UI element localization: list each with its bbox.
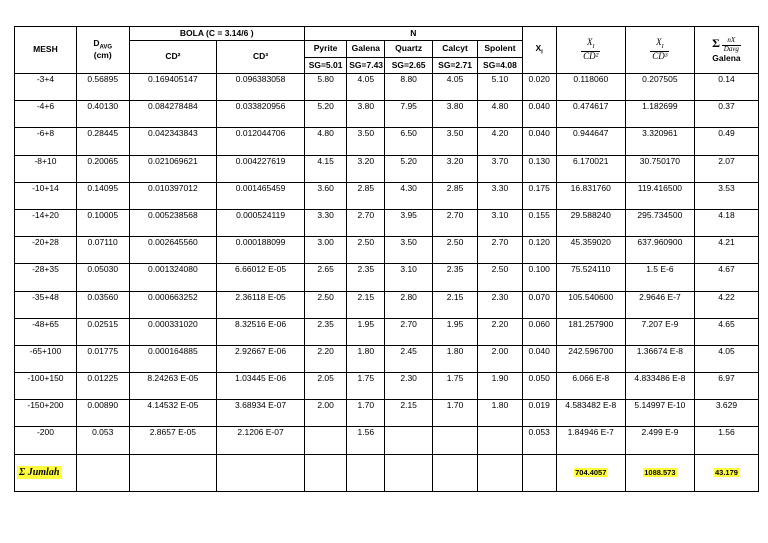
cell-mesh: -20+28 <box>15 237 77 264</box>
cell-xi: 0.040 <box>522 128 556 155</box>
cell-quartz: 6.50 <box>385 128 432 155</box>
cell-quartz: 3.50 <box>385 237 432 264</box>
cell-calcyt <box>432 427 477 454</box>
cell-xi: 0.060 <box>522 318 556 345</box>
total-row <box>15 454 759 491</box>
cell-spolent: 4.80 <box>478 101 522 128</box>
mineral-header-pyrite: Pyrite <box>304 41 346 58</box>
cell-spolent: 2.20 <box>478 318 522 345</box>
n-header: N <box>304 27 522 41</box>
cell-galena: 2.15 <box>347 291 385 318</box>
cell-davg: 0.28445 <box>76 128 129 155</box>
cell-cd3: 6.66012 E-05 <box>217 264 305 291</box>
cell-mesh: -14+20 <box>15 209 77 236</box>
cell-xi-cd2: 16.831760 <box>556 182 625 209</box>
cell-mesh: -8+10 <box>15 155 77 182</box>
xi-header <box>522 27 556 74</box>
cell-mesh: -48+65 <box>15 318 77 345</box>
cell-calcyt: 2.35 <box>432 264 477 291</box>
cell-spolent: 1.80 <box>478 400 522 427</box>
total-xi-cd2: 704.4057 <box>575 467 607 477</box>
cell-xi: 0.040 <box>522 345 556 372</box>
cell-cd2: 0.000663252 <box>129 291 217 318</box>
cell-quartz: 5.20 <box>385 155 432 182</box>
sg-header-pyrite: SG=5.01 <box>304 58 346 74</box>
cell-galena: 2.70 <box>347 209 385 236</box>
davg-unit: (cm) <box>93 50 112 61</box>
sum-formula-n: n <box>727 36 731 45</box>
cell-quartz: 2.30 <box>385 373 432 400</box>
cell-galena-sum: 0.37 <box>694 101 758 128</box>
cell-xi-cd2: 75.524110 <box>556 264 625 291</box>
cell-cd3: 0.096383058 <box>217 74 305 101</box>
cell-pyrite: 4.80 <box>304 128 346 155</box>
cell-cd2: 0.005238568 <box>129 209 217 236</box>
xi-cd3-denominator: CD³ <box>652 50 668 61</box>
cell-cd3: 8.32516 E-06 <box>217 318 305 345</box>
cell-xi-cd3: 7.207 E-9 <box>625 318 694 345</box>
cell-cd3: 2.92667 E-06 <box>217 345 305 372</box>
cell-mesh: -28+35 <box>15 264 77 291</box>
table-row <box>15 345 759 372</box>
cell-cd3: 3.68934 E-07 <box>217 400 305 427</box>
total-cell <box>478 454 522 491</box>
cell-calcyt: 2.15 <box>432 291 477 318</box>
table-row <box>15 264 759 291</box>
cell-cd2: 0.169405147 <box>129 74 217 101</box>
cell-pyrite: 2.35 <box>304 318 346 345</box>
table-row <box>15 182 759 209</box>
cell-galena: 1.56 <box>347 427 385 454</box>
xi-over-cd3-header <box>625 27 694 74</box>
cell-galena-sum: 3.629 <box>694 400 758 427</box>
cell-mesh: -35+48 <box>15 291 77 318</box>
xi-label: X <box>535 42 542 53</box>
table-row <box>15 155 759 182</box>
xi-cd2-numerator-sub: I <box>592 44 595 51</box>
cell-quartz: 2.80 <box>385 291 432 318</box>
cell-calcyt: 2.70 <box>432 209 477 236</box>
total-cell <box>217 454 305 491</box>
cell-xi-cd2: 29.588240 <box>556 209 625 236</box>
cell-pyrite: 4.15 <box>304 155 346 182</box>
cell-xi-cd2: 105.540600 <box>556 291 625 318</box>
sg-header-quartz: SG=2.65 <box>385 58 432 74</box>
cell-cd2: 0.021069621 <box>129 155 217 182</box>
cell-pyrite: 2.20 <box>304 345 346 372</box>
cell-pyrite: 5.80 <box>304 74 346 101</box>
davg-subscript: AVG <box>99 44 113 51</box>
cell-davg: 0.00890 <box>76 400 129 427</box>
cell-pyrite <box>304 427 346 454</box>
table-row <box>15 101 759 128</box>
cell-calcyt: 1.95 <box>432 318 477 345</box>
cd2-header: CD² <box>129 41 217 74</box>
mesh-header: MESH <box>15 27 77 74</box>
cell-pyrite: 3.30 <box>304 209 346 236</box>
cell-calcyt: 3.20 <box>432 155 477 182</box>
cell-spolent: 3.30 <box>478 182 522 209</box>
cell-cd3: 1.03445 E-06 <box>217 373 305 400</box>
cell-xi: 0.053 <box>522 427 556 454</box>
cell-calcyt: 2.85 <box>432 182 477 209</box>
xi-subscript: i <box>541 49 543 56</box>
davg-header <box>76 27 129 74</box>
cell-cd3: 0.004227619 <box>217 155 305 182</box>
cell-spolent: 3.70 <box>478 155 522 182</box>
total-label-text: Jumlah <box>27 467 60 479</box>
cell-cd2: 0.000164885 <box>129 345 217 372</box>
cell-galena-sum: 2.07 <box>694 155 758 182</box>
cell-galena: 1.70 <box>347 400 385 427</box>
cell-xi-cd3: 1.36674 E-8 <box>625 345 694 372</box>
cell-spolent: 3.10 <box>478 209 522 236</box>
total-label <box>17 466 61 479</box>
xi-cd3-numerator: X <box>656 37 662 48</box>
total-cell <box>347 454 385 491</box>
table-row <box>15 291 759 318</box>
table-row <box>15 373 759 400</box>
cell-calcyt: 4.05 <box>432 74 477 101</box>
cell-xi-cd2: 181.257900 <box>556 318 625 345</box>
cell-spolent: 2.30 <box>478 291 522 318</box>
cell-galena-sum: 0.14 <box>694 74 758 101</box>
galena-sum-header <box>694 27 758 74</box>
mineral-header-galena: Galena <box>347 41 385 58</box>
cell-quartz: 3.10 <box>385 264 432 291</box>
cell-davg: 0.03560 <box>76 291 129 318</box>
total-xi-cd3-cell <box>625 454 694 491</box>
cell-mesh: -100+150 <box>15 373 77 400</box>
cell-pyrite: 2.05 <box>304 373 346 400</box>
davg-label: D <box>93 38 100 49</box>
cell-galena: 2.35 <box>347 264 385 291</box>
cell-pyrite: 3.00 <box>304 237 346 264</box>
cell-xi-cd3: 30.750170 <box>625 155 694 182</box>
cell-cd2: 0.010397012 <box>129 182 217 209</box>
total-cell <box>76 454 129 491</box>
cell-xi-cd3: 1.182699 <box>625 101 694 128</box>
cell-quartz: 7.95 <box>385 101 432 128</box>
total-sigma-icon: Σ <box>19 467 26 479</box>
cell-mesh: -4+6 <box>15 101 77 128</box>
cell-mesh: -150+200 <box>15 400 77 427</box>
cell-cd2: 8.24263 E-05 <box>129 373 217 400</box>
cell-galena-sum: 3.53 <box>694 182 758 209</box>
cell-spolent: 2.50 <box>478 264 522 291</box>
cell-xi: 0.070 <box>522 291 556 318</box>
total-galena-cell <box>694 454 758 491</box>
cell-cd3: 0.012044706 <box>217 128 305 155</box>
mineral-header-spolent: Spolent <box>478 41 522 58</box>
cell-galena: 3.20 <box>347 155 385 182</box>
cell-xi: 0.019 <box>522 400 556 427</box>
bola-header: BOLA (C = 3.14/6 ) <box>129 27 304 41</box>
cell-davg: 0.10005 <box>76 209 129 236</box>
cell-galena-sum: 4.67 <box>694 264 758 291</box>
cell-davg: 0.14095 <box>76 182 129 209</box>
cell-galena-sum: 1.56 <box>694 427 758 454</box>
total-cell <box>432 454 477 491</box>
cell-calcyt: 3.80 <box>432 101 477 128</box>
cell-davg: 0.053 <box>76 427 129 454</box>
cell-xi-cd3: 0.207505 <box>625 74 694 101</box>
total-xi-cd3: 1088.573 <box>644 467 676 477</box>
cell-spolent: 1.90 <box>478 373 522 400</box>
cell-xi-cd2: 0.118060 <box>556 74 625 101</box>
cell-xi-cd2: 6.066 E-8 <box>556 373 625 400</box>
cell-cd2: 0.042343843 <box>129 128 217 155</box>
cell-davg: 0.02515 <box>76 318 129 345</box>
cell-cd3: 2.1206 E-07 <box>217 427 305 454</box>
cell-pyrite: 2.00 <box>304 400 346 427</box>
cell-galena: 3.50 <box>347 128 385 155</box>
table-row <box>15 427 759 454</box>
cell-cd2: 0.002645560 <box>129 237 217 264</box>
sum-formula-denominator: Davg <box>723 44 739 53</box>
cell-xi-cd3: 4.833486 E-8 <box>625 373 694 400</box>
cell-calcyt: 1.70 <box>432 400 477 427</box>
cell-galena: 2.50 <box>347 237 385 264</box>
cell-xi-cd2: 45.359020 <box>556 237 625 264</box>
cell-pyrite: 5.20 <box>304 101 346 128</box>
cell-galena: 1.75 <box>347 373 385 400</box>
table-body <box>15 74 759 492</box>
cell-galena: 3.80 <box>347 101 385 128</box>
cell-cd2: 0.001324080 <box>129 264 217 291</box>
cell-xi: 0.100 <box>522 264 556 291</box>
cell-xi: 0.120 <box>522 237 556 264</box>
cell-pyrite: 3.60 <box>304 182 346 209</box>
cell-xi: 0.155 <box>522 209 556 236</box>
total-cell <box>129 454 217 491</box>
cell-xi-cd2: 0.474617 <box>556 101 625 128</box>
cell-xi-cd2: 0.944647 <box>556 128 625 155</box>
cell-galena-sum: 4.22 <box>694 291 758 318</box>
table-row <box>15 318 759 345</box>
cell-xi: 0.040 <box>522 101 556 128</box>
cell-xi: 0.175 <box>522 182 556 209</box>
cell-cd3: 0.000188099 <box>217 237 305 264</box>
cell-spolent: 4.20 <box>478 128 522 155</box>
cell-quartz: 3.95 <box>385 209 432 236</box>
total-xi-cd2-cell <box>556 454 625 491</box>
xi-over-cd2-fraction <box>581 38 600 61</box>
cell-quartz: 4.30 <box>385 182 432 209</box>
cell-galena-sum: 4.18 <box>694 209 758 236</box>
sum-sigma-icon: Σ <box>712 36 720 51</box>
cell-xi-cd2: 6.170021 <box>556 155 625 182</box>
cell-pyrite: 2.50 <box>304 291 346 318</box>
cell-galena-sum: 6.97 <box>694 373 758 400</box>
cell-galena: 2.85 <box>347 182 385 209</box>
cell-quartz: 8.80 <box>385 74 432 101</box>
cell-cd2: 0.000331020 <box>129 318 217 345</box>
cell-xi-cd3: 5.14997 E-10 <box>625 400 694 427</box>
cell-cd2: 4.14532 E-05 <box>129 400 217 427</box>
cell-cd3: 0.001465459 <box>217 182 305 209</box>
table-row <box>15 237 759 264</box>
cell-cd3: 0.000524119 <box>217 209 305 236</box>
cell-xi-cd3: 2.9646 E-7 <box>625 291 694 318</box>
cell-calcyt: 1.75 <box>432 373 477 400</box>
table-row <box>15 128 759 155</box>
mineral-header-quartz: Quartz <box>385 41 432 58</box>
cell-xi-cd3: 119.416500 <box>625 182 694 209</box>
table-row <box>15 74 759 101</box>
cell-calcyt: 2.50 <box>432 237 477 264</box>
mineral-header-calcyt: Calcyt <box>432 41 477 58</box>
xi-cd3-numerator-sub: I <box>661 44 664 51</box>
cell-cd2: 0.084278484 <box>129 101 217 128</box>
cell-galena: 4.05 <box>347 74 385 101</box>
cell-mesh: -65+100 <box>15 345 77 372</box>
cell-quartz: 2.70 <box>385 318 432 345</box>
cell-quartz <box>385 427 432 454</box>
total-galena: 43.179 <box>715 467 738 477</box>
cell-xi-cd2: 4.583482 E-8 <box>556 400 625 427</box>
table-row <box>15 400 759 427</box>
cell-spolent: 2.70 <box>478 237 522 264</box>
cell-davg: 0.01225 <box>76 373 129 400</box>
cell-galena: 1.80 <box>347 345 385 372</box>
cell-davg: 0.20065 <box>76 155 129 182</box>
cell-calcyt: 1.80 <box>432 345 477 372</box>
cell-xi: 0.020 <box>522 74 556 101</box>
cell-mesh: -10+14 <box>15 182 77 209</box>
cell-xi-cd2: 242.596700 <box>556 345 625 372</box>
total-cell <box>304 454 346 491</box>
cell-galena: 1.95 <box>347 318 385 345</box>
cell-xi-cd3: 637.960900 <box>625 237 694 264</box>
cell-pyrite: 2.65 <box>304 264 346 291</box>
cell-mesh: -3+4 <box>15 74 77 101</box>
sg-header-spolent: SG=4.08 <box>478 58 522 74</box>
cell-spolent: 2.00 <box>478 345 522 372</box>
xi-over-cd2-header <box>556 27 625 74</box>
sg-header-calcyt: SG=2.71 <box>432 58 477 74</box>
xi-cd2-denominator: CD² <box>583 50 599 61</box>
cell-galena-sum: 4.65 <box>694 318 758 345</box>
cell-mesh: -200 <box>15 427 77 454</box>
cell-mesh: -6+8 <box>15 128 77 155</box>
cell-davg: 0.56895 <box>76 74 129 101</box>
cell-davg: 0.05030 <box>76 264 129 291</box>
cell-cd3: 2.36118 E-05 <box>217 291 305 318</box>
total-cell <box>385 454 432 491</box>
cell-spolent <box>478 427 522 454</box>
galena-sum-formula <box>712 36 741 53</box>
mineral-analysis-table <box>14 26 759 492</box>
cell-xi-cd3: 295.734500 <box>625 209 694 236</box>
cell-galena-sum: 0.49 <box>694 128 758 155</box>
cell-xi-cd2: 1.84946 E-7 <box>556 427 625 454</box>
cell-galena-sum: 4.21 <box>694 237 758 264</box>
cell-xi-cd3: 2.499 E-9 <box>625 427 694 454</box>
cell-cd3: 0.033820956 <box>217 101 305 128</box>
cell-davg: 0.01775 <box>76 345 129 372</box>
cell-davg: 0.07110 <box>76 237 129 264</box>
cell-spolent: 5.10 <box>478 74 522 101</box>
cell-davg: 0.40130 <box>76 101 129 128</box>
total-cell <box>522 454 556 491</box>
total-label-cell <box>15 454 77 491</box>
galena-sum-label: Galena <box>712 52 741 63</box>
sum-formula-x: X <box>730 36 736 45</box>
sg-header-galena: SG=7.43 <box>347 58 385 74</box>
cell-xi: 0.050 <box>522 373 556 400</box>
cell-cd2: 2.8657 E-05 <box>129 427 217 454</box>
cell-galena-sum: 4.05 <box>694 345 758 372</box>
cd3-header: CD³ <box>217 41 305 74</box>
table-row <box>15 209 759 236</box>
cell-xi-cd3: 1.5 E-6 <box>625 264 694 291</box>
xi-cd2-numerator: X <box>587 37 593 48</box>
cell-calcyt: 3.50 <box>432 128 477 155</box>
cell-xi: 0.130 <box>522 155 556 182</box>
cell-quartz: 2.15 <box>385 400 432 427</box>
cell-xi-cd3: 3.320961 <box>625 128 694 155</box>
xi-over-cd3-fraction <box>650 38 669 61</box>
cell-quartz: 2.45 <box>385 345 432 372</box>
